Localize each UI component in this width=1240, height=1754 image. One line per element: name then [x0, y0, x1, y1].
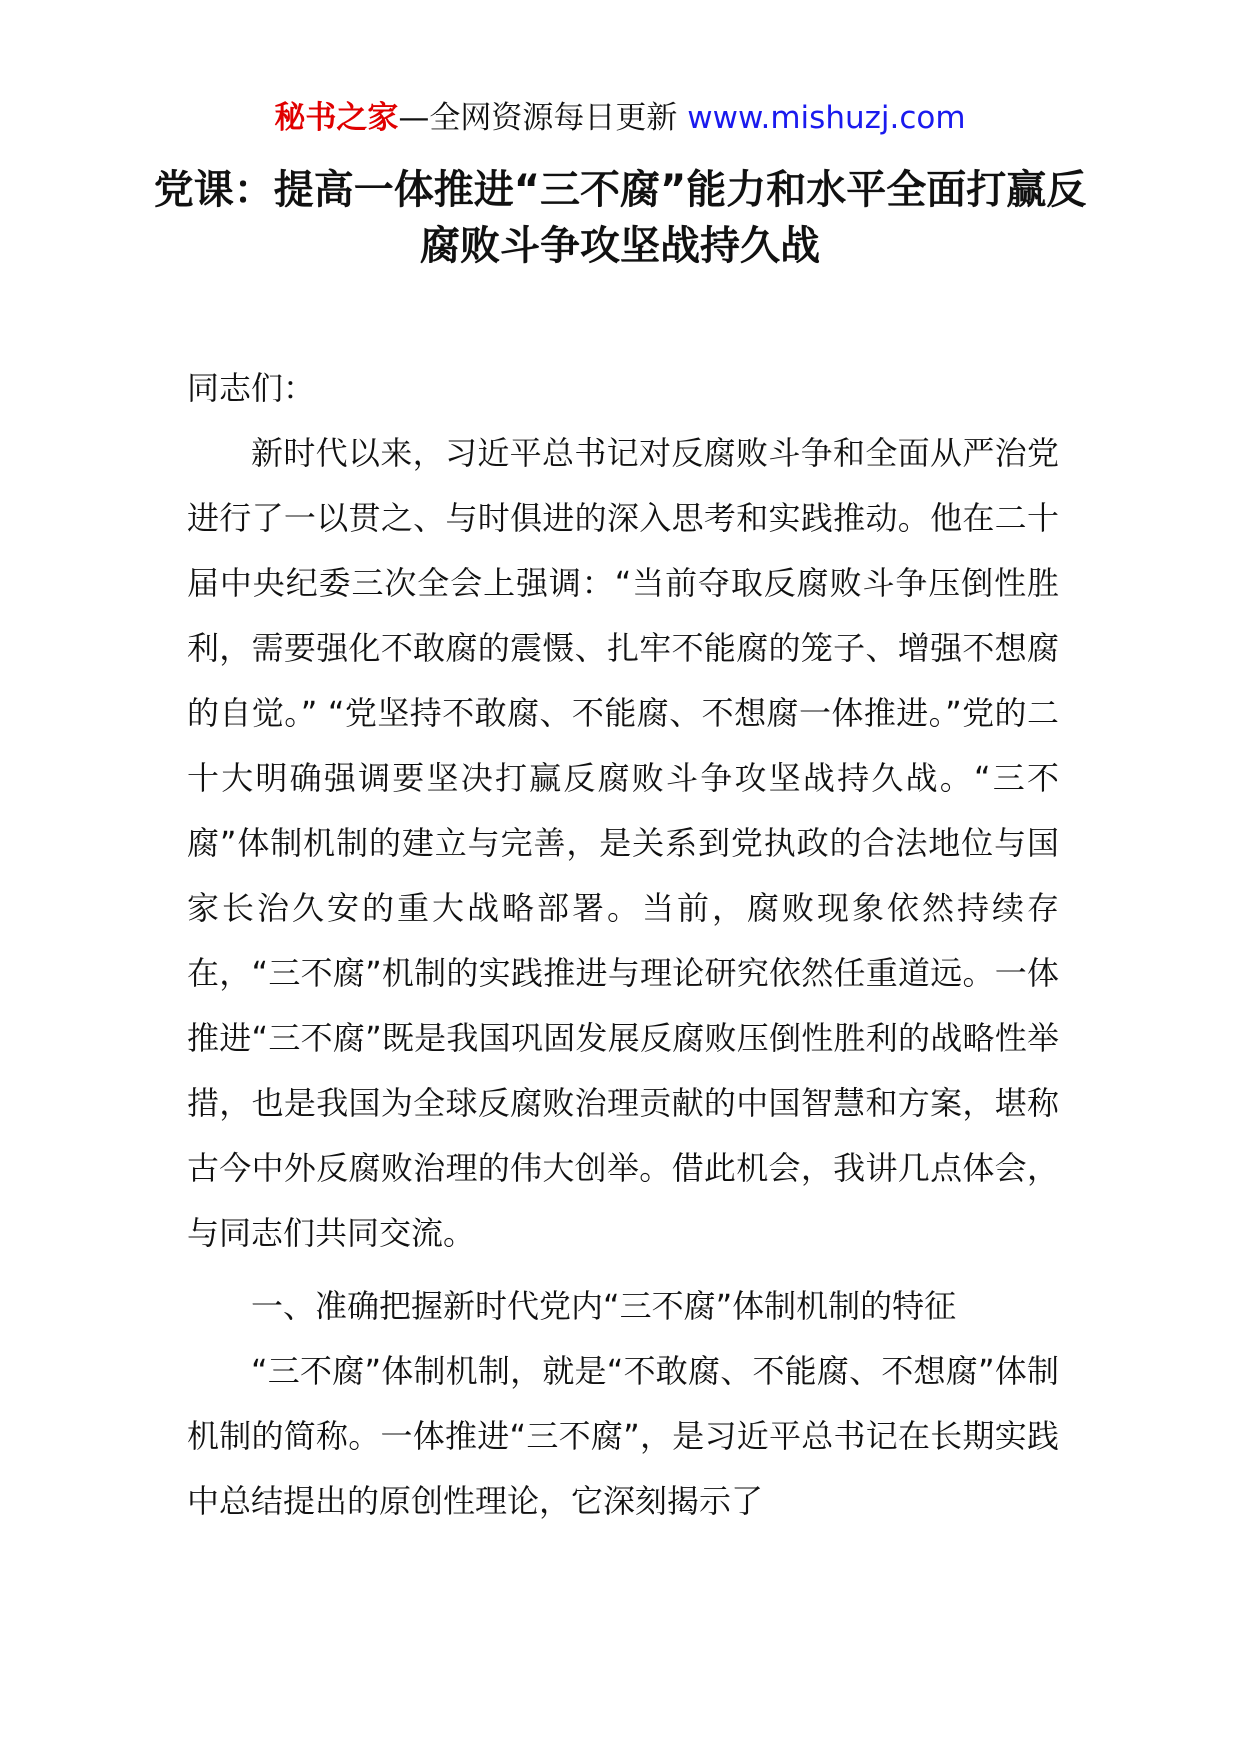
section-paragraph: “三不腐”体制机制，就是“不敢腐、不能腐、不想腐”体制机制的简称。一体推进“三不腐”，是习近平总书记在长期实践中总结提出的原创性理论，它深刻揭示了 — [187, 1352, 1059, 1520]
site-tagline: —全网资源每日更新 — [398, 100, 678, 136]
section-heading: 一、准确把握新时代党内“三不腐”体制机制的特征 — [251, 1287, 957, 1325]
site-header — [0, 98, 1240, 138]
salutation: 同志们： — [187, 369, 316, 407]
document-body — [187, 356, 1059, 1534]
site-brand-name: 秘书之家 — [274, 100, 399, 136]
intro-paragraph: 新时代以来，习近平总书记对反腐败斗争和全面从严治党进行了一以贯之、与时俱进的深入思考和实践推动。他在二十届中央纪委三次全会上强调：“当前夺取反腐败斗争压倒性胜利，需要强化不敢腐的震慑、扎牢不能腐的笼子、增强不想腐的自觉。” “党坚持不敢腐、不能腐、不想腐一体推进。”党的二十大明确强调要坚决打赢反腐败斗争攻坚战持久战。“三不腐”体制机制的建立与完善，是关系到党执政的合法地位与国家长治久安的重大战略部署。当前，腐败现象依然持续存在，“三不腐”机制的实践推进与理论研究依然任重道远。一体推进“三不腐”既是我国巩固发展反腐败压倒性胜利的战略性举措，也是我国为全球反腐败治理贡献的中国智慧和方案，堪称古今中外反腐败治理的伟大创举。借此机会，我讲几点体会，与同志们共同交流。 — [187, 434, 1059, 1252]
document-title: 党课：提高一体推进“三不腐”能力和水平全面打赢反腐败斗争攻坚战持久战 — [153, 167, 1087, 269]
site-url-link[interactable]: www.mishuzj.com — [687, 100, 966, 136]
